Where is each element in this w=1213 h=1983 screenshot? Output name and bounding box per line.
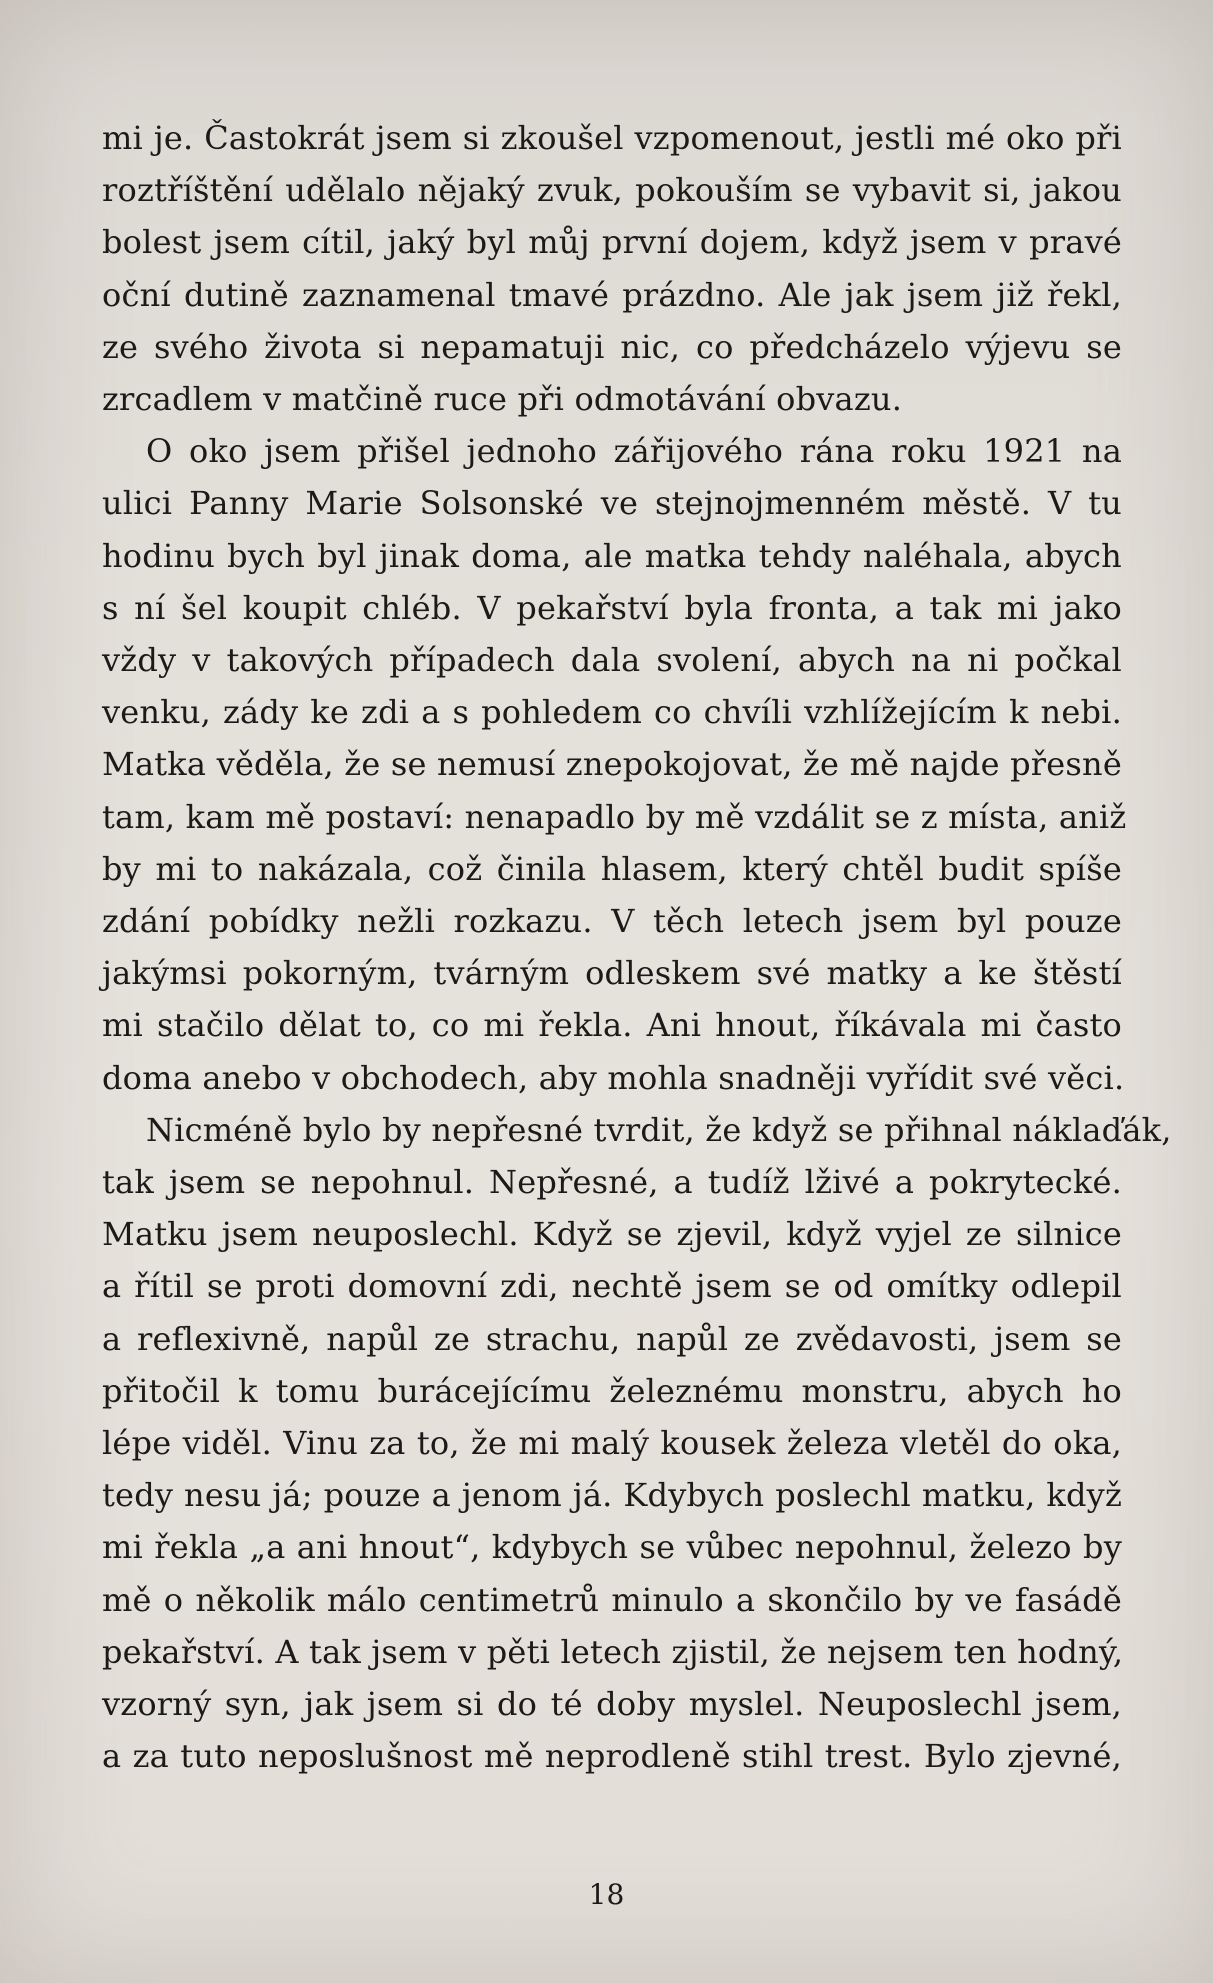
text-line: mě o několik málo centimetrů minulo a skončilo by ve fasádě	[102, 1580, 1122, 1619]
text-line: Matku jsem neuposlechl. Když se zjevil, když vyjel ze silnice	[102, 1215, 1122, 1254]
text-line: a za tuto neposlušnost mě neprodleně stihl trest. Bylo zjevné,	[102, 1737, 1122, 1776]
text-line: a řítil se proti domovní zdi, nechtě jsem se od omítky odlepil	[102, 1267, 1122, 1306]
text-line: lépe viděl. Vinu za to, že mi malý kousek železa vletěl do oka,	[102, 1424, 1122, 1463]
text-line: vzorný syn, jak jsem si do té doby myslel. Neuposlechl jsem,	[102, 1685, 1122, 1724]
text-line: jakýmsi pokorným, tvárným odleskem své matky a ke štěstí	[102, 954, 1122, 993]
text-line: bolest jsem cítil, jaký byl můj první dojem, když jsem v pravé	[102, 223, 1122, 262]
text-line: mi stačilo dělat to, co mi řekla. Ani hnout, říkávala mi často	[102, 1006, 1122, 1045]
text-line: ulici Panny Marie Solsonské ve stejnojmenném městě. V tu	[102, 484, 1122, 523]
paragraph-start-line: Nicméně bylo by nepřesné tvrdit, že když se přihnal náklaďák,	[146, 1110, 1172, 1149]
text-line: zdání pobídky nežli rozkazu. V těch letech jsem byl pouze	[102, 902, 1122, 941]
text-line: pekařství. A tak jsem v pěti letech zjistil, že nejsem ten hodný,	[102, 1632, 1124, 1671]
text-line: s ní šel koupit chléb. V pekařství byla fronta, a tak mi jako	[102, 588, 1122, 627]
text-line: mi řekla „a ani hnout“, kdybych se vůbec nepohnul, železo by	[102, 1528, 1122, 1567]
paragraph-start-line: O oko jsem přišel jednoho zářijového rána roku 1921 na	[146, 432, 1122, 471]
text-line: venku, zády ke zdi a s pohledem co chvíli vzhlížejícím k nebi.	[102, 693, 1122, 732]
text-line: hodinu bych byl jinak doma, ale matka tehdy naléhala, abych	[102, 536, 1122, 575]
text-line: oční dutině zaznamenal tmavé prázdno. Ale jak jsem již řekl,	[102, 275, 1122, 314]
text-line: mi je. Častokrát jsem si zkoušel vzpomenout, jestli mé oko při	[102, 119, 1122, 157]
text-line: přitočil k tomu burácejícímu železnému monstru, abych ho	[102, 1371, 1122, 1410]
text-line: roztříštění udělalo nějaký zvuk, pokouším se vybavit si, jakou	[102, 171, 1122, 210]
text-line: a reflexivně, napůl ze strachu, napůl ze zvědavosti, jsem se	[102, 1319, 1122, 1358]
body-text	[102, 112, 1172, 1783]
text-line: tak jsem se nepohnul. Nepřesné, a tudíž lživé a pokrytecké.	[102, 1163, 1122, 1202]
text-line: Matka věděla, že se nemusí znepokojovat, že mě najde přesně	[102, 745, 1122, 784]
page-number: 18	[588, 1878, 625, 1911]
text-line: doma anebo v obchodech, aby mohla snadněji vyřídit své věci.	[102, 1058, 1125, 1097]
text-line: by mi to nakázala, což činila hlasem, který chtěl budit spíše	[102, 849, 1122, 888]
text-line: vždy v takových případech dala svolení, abych na ni počkal	[102, 641, 1122, 680]
text-line: zrcadlem v matčině ruce při odmotávání obvazu.	[102, 380, 903, 419]
text-line: tedy nesu já; pouze a jenom já. Kdybych poslechl matku, když	[102, 1476, 1122, 1515]
text-line: ze svého života si nepamatuji nic, co předcházelo výjevu se	[102, 327, 1122, 366]
text-line: tam, kam mě postaví: nenapadlo by mě vzdálit se z místa, aniž	[102, 797, 1127, 836]
